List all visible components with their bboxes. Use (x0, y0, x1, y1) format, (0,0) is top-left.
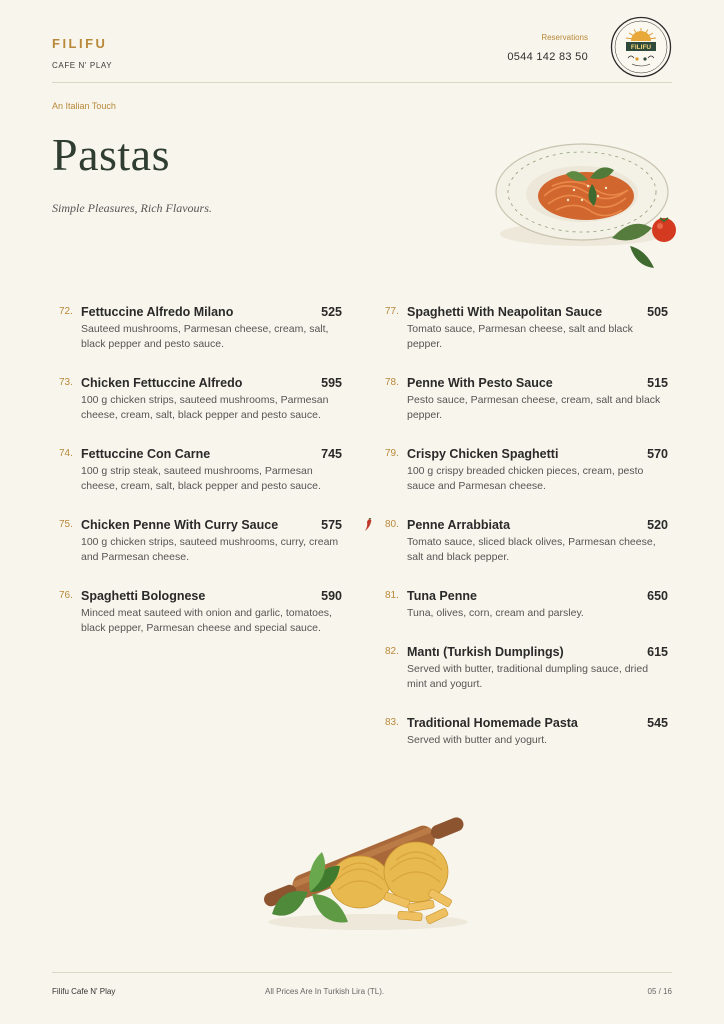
menu-item (52, 376, 342, 423)
item-number: 82. (385, 646, 399, 657)
item-description: Sauteed mushrooms, Parmesan cheese, cream, salt, black pepper and pesto sauce. (81, 323, 329, 350)
item-price: 745 (321, 447, 342, 461)
item-name: Tuna Penne (407, 589, 477, 603)
reservations (507, 33, 588, 63)
item-name: Chicken Fettuccine Alfredo (81, 376, 243, 390)
item-price: 525 (321, 305, 342, 319)
spaghetti-plate-illustration (492, 134, 682, 276)
menu-item (52, 589, 342, 636)
menu-item (378, 376, 668, 423)
menu-column-right (378, 305, 668, 748)
item-number: 75. (59, 519, 73, 530)
reservations-phone[interactable]: 0544 142 83 50 (507, 51, 588, 63)
item-name: Spaghetti With Neapolitan Sauce (407, 305, 603, 319)
item-number: 79. (385, 448, 399, 459)
item-description: Served with butter, traditional dumpling sauce, dried mint and yogurt. (407, 663, 649, 690)
item-number: 77. (385, 306, 399, 317)
item-description: Served with butter and yogurt. (407, 734, 548, 746)
item-description: Pesto sauce, Parmesan cheese, cream, salt and black pepper. (407, 394, 661, 421)
menu-item-spicy (378, 518, 668, 565)
brand (52, 36, 112, 70)
brand-subtitle: CAFE N' PLAY (52, 61, 113, 70)
section-kicker: An Italian Touch (52, 101, 116, 111)
footer-divider (52, 972, 672, 973)
item-price: 505 (647, 305, 668, 319)
item-name: Penne Arrabbiata (407, 518, 511, 532)
chili-pepper-icon (363, 518, 373, 532)
item-number: 83. (385, 717, 399, 728)
rolling-pin-pasta-illustration (248, 800, 478, 934)
item-description: 100 g crispy breaded chicken pieces, cream, pesto sauce and Parmesan cheese. (407, 465, 644, 492)
header-divider (52, 82, 672, 83)
item-name: Mantı (Turkish Dumplings) (407, 645, 564, 659)
item-name: Spaghetti Bolognese (81, 589, 206, 603)
page-subtitle: Simple Pleasures, Rich Flavours. (52, 201, 212, 215)
item-price: 515 (647, 376, 668, 390)
brand-name: FILIFU (52, 36, 108, 51)
page-number: 05 / 16 (647, 987, 672, 996)
menu-item (378, 716, 668, 748)
item-price: 595 (321, 376, 342, 390)
item-description: Minced meat sauteed with onion and garlic, tomatoes, black pepper, Parmesan cheese and special sauce. (81, 607, 332, 634)
item-name: Traditional Homemade Pasta (407, 716, 578, 730)
menu-item (378, 447, 668, 494)
item-name: Fettuccine Con Carne (81, 447, 211, 461)
item-description: Tomato sauce, sliced black olives, Parmesan cheese, salt and black pepper. (407, 536, 656, 563)
item-description: Tuna, olives, corn, cream and parsley. (407, 607, 584, 619)
menu-item (52, 305, 342, 352)
item-number: 81. (385, 590, 399, 601)
menu-item (378, 645, 668, 692)
item-price: 545 (647, 716, 668, 730)
item-name: Penne With Pesto Sauce (407, 376, 553, 390)
item-price: 650 (647, 589, 668, 603)
item-number: 73. (59, 377, 73, 388)
logo-emblem (610, 16, 672, 78)
item-price: 570 (647, 447, 668, 461)
logo-text: FILIFU (630, 44, 652, 51)
item-number: 76. (59, 590, 73, 601)
item-price: 520 (647, 518, 668, 532)
item-description: 100 g chicken strips, sauteed mushrooms, curry, cream and Parmesan cheese. (81, 536, 339, 563)
item-price: 590 (321, 589, 342, 603)
menu-item (378, 589, 668, 621)
menu-item (378, 305, 668, 352)
item-description: Tomato sauce, Parmesan cheese, salt and black pepper. (407, 323, 633, 350)
item-number: 78. (385, 377, 399, 388)
menu-item (52, 518, 342, 565)
item-description: 100 g chicken strips, sauteed mushrooms, Parmesan cheese, cream, salt, black pepper and pesto sauce. (81, 394, 329, 421)
footer-currency-note: All Prices Are In Turkish Lira (TL). (265, 987, 385, 996)
page-title: Pastas (52, 129, 170, 180)
item-number: 72. (59, 306, 73, 317)
footer-brand: Filifu Cafe N' Play (52, 987, 116, 996)
item-price: 575 (321, 518, 342, 532)
item-number: 74. (59, 448, 73, 459)
item-description: 100 g strip steak, sauteed mushrooms, Parmesan cheese, cream, salt, black pepper and pesto sauce. (81, 465, 321, 492)
menu-item (52, 447, 342, 494)
menu-column-left (52, 305, 342, 636)
item-name: Chicken Penne With Curry Sauce (81, 518, 279, 532)
item-name: Crispy Chicken Spaghetti (407, 447, 559, 461)
reservations-label: Reservations (541, 33, 588, 42)
item-number: 80. (385, 519, 399, 530)
item-name: Fettuccine Alfredo Milano (81, 305, 234, 319)
item-price: 615 (647, 645, 668, 659)
